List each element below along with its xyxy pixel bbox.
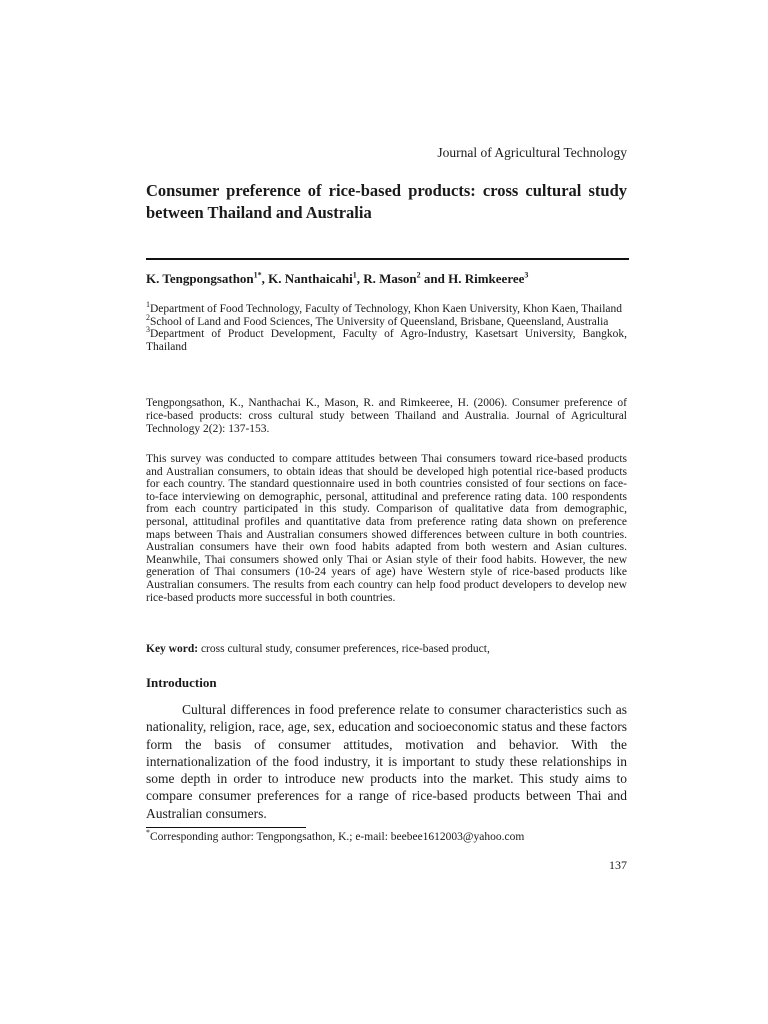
- affiliation-mark: 3: [146, 325, 150, 335]
- title-rule: [146, 258, 629, 260]
- footnote: [146, 828, 627, 843]
- affiliation-mark: 2: [146, 312, 150, 322]
- keywords-text: cross cultural study, consumer preferences, rice-based product,: [198, 643, 490, 655]
- paper-title: Consumer preference of rice-based products: cross cultural study between Thailand and Australia: [146, 181, 627, 222]
- footnote-rule: [146, 827, 306, 828]
- author-mark: 1*: [253, 270, 262, 280]
- author-list: [146, 271, 627, 287]
- author-mark: 3: [524, 270, 529, 280]
- author-name: K. Nanthaicahi: [268, 271, 353, 286]
- page-number: 137: [609, 858, 627, 872]
- keywords-label: Key word:: [146, 643, 199, 655]
- journal-name: Journal of Agricultural Technology: [437, 145, 627, 160]
- affiliation-mark: 1: [146, 300, 150, 310]
- author-name: R. Mason: [363, 271, 417, 286]
- affiliation: [146, 300, 627, 316]
- footnote-text: Corresponding author: Tengpongsathon, K.; e-mail: beebee1612003@yahoo.com: [150, 831, 525, 843]
- intro-paragraph: Cultural differences in food preference relate to consumer characteristics such as nationality, religion, race, age, sex, education and socioeconomic status and these factors form the basis of consumer attitudes, motivation and behavior. With the internationalization of the food industry, it is important to study these relationships in some depth in order to introduce new products into the market. This study aims to compare consumer preferences for a range of rice-based products between Thai and Australian consumers.: [146, 702, 627, 821]
- abstract: This survey was conducted to compare attitudes between Thai consumers toward rice-based products and Australian consumers, to obtain ideas that should be developed high potential rice-based products for each country. The standard questionnaire used in both countries consisted of four sections on face-to-face interviewing on demographic, personal, attitudinal and preference rating data. 100 respondents from each country participated in this study. Comparison of qualitative data from demographic, personal, attitudinal profiles and quantitative data from preference rating data shown on preference maps between Thais and Australian consumers showed differences between culture in both countries. Australian consumers have their own food habits adapted from both western and Asian cultures. Meanwhile, Thai consumers showed only Thai or Asian style of their food habits. However, the new generation of Thai consumers (10-24 years of age) have Western style of rice-based products like Australian consumers. The results from each country can help food product developers to develop new rice-based products more successful in both countries.: [146, 453, 627, 604]
- author-name: H. Rimkeeree: [448, 271, 525, 286]
- citation: Tengpongsathon, K., Nanthachai K., Mason, R. and Rimkeeree, H. (2006). Consumer preference of rice-based products: cross cultural study between Thailand and Australia. Journal of Agricultural Technology 2(2): 137-153.: [146, 397, 627, 435]
- affiliation-text: Department of Product Development, Faculty of Agro-Industry, Kasetsart University, Bangkok, Thailand: [146, 328, 627, 353]
- keywords: [146, 643, 627, 655]
- footnote-mark: *: [146, 828, 150, 838]
- section-heading: Introduction: [146, 675, 217, 690]
- author-separator: ,: [261, 271, 269, 286]
- author-mark: 2: [416, 270, 421, 280]
- affiliation-text: Department of Food Technology, Faculty of Technology, Khon Kaen University, Khon Kaen, Thailand: [150, 303, 623, 315]
- affiliation: [146, 312, 627, 329]
- author-separator: ,: [356, 271, 364, 286]
- author-separator: and: [420, 271, 449, 286]
- affiliation-text: School of Land and Food Sciences, The University of Queensland, Brisbane, Queensland, Australia: [150, 315, 609, 328]
- author-name: K. Tengpongsathon: [146, 271, 254, 286]
- author-mark: 1: [352, 270, 357, 280]
- affiliation: [146, 325, 627, 353]
- affiliation-list: [146, 300, 627, 353]
